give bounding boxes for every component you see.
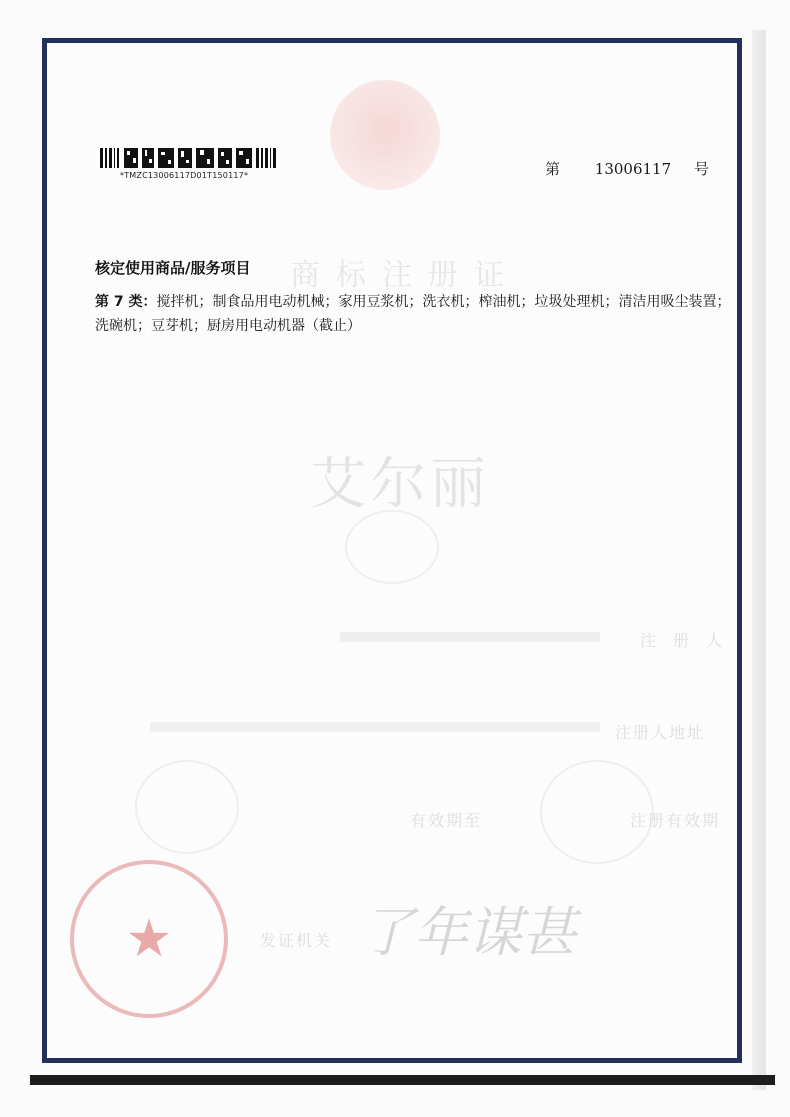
page-edge-bottom (30, 1075, 775, 1085)
goods-class-label: 第 7 类： (95, 294, 157, 310)
trademark-image-watermark: 艾尔丽 (310, 452, 490, 517)
registrant-value-faded (340, 632, 600, 642)
authority-label: 发证机关 (260, 931, 333, 950)
address-label: 注册人地址 (615, 723, 706, 742)
registration-prefix: 第 (545, 160, 561, 178)
valid-label: 有效期至 (410, 811, 483, 830)
barcode-number: *TMZC13006117D01T150117* (120, 171, 249, 180)
signature-watermark: 了年谋甚 (360, 901, 576, 964)
goods-items: 搅拌机；制食品用电动机械；家用豆浆机；洗衣机；榨油机；垃圾处理机；清洁用吸尘装置；洗碗机；豆芽机；厨房用电动机器（截止） (95, 294, 731, 334)
national-emblem-watermark (330, 80, 440, 190)
registrant-label: 注 册 人 (640, 631, 729, 650)
badge-watermark (135, 760, 239, 854)
registration-suffix: 号 (693, 160, 709, 178)
address-value-faded (150, 722, 600, 732)
official-seal-stamp: ★ (70, 860, 228, 1018)
watermark-title: 商标注册证 (290, 258, 520, 293)
registration-number-value: 13006117 (594, 160, 672, 178)
goods-list (95, 290, 735, 338)
badge-watermark (345, 510, 439, 584)
registration-number (545, 158, 709, 179)
goods-section-title: 核定使用商品/服务项目 (95, 259, 251, 277)
period-label: 注册有效期 (630, 811, 721, 830)
page-edge-right (752, 30, 766, 1090)
